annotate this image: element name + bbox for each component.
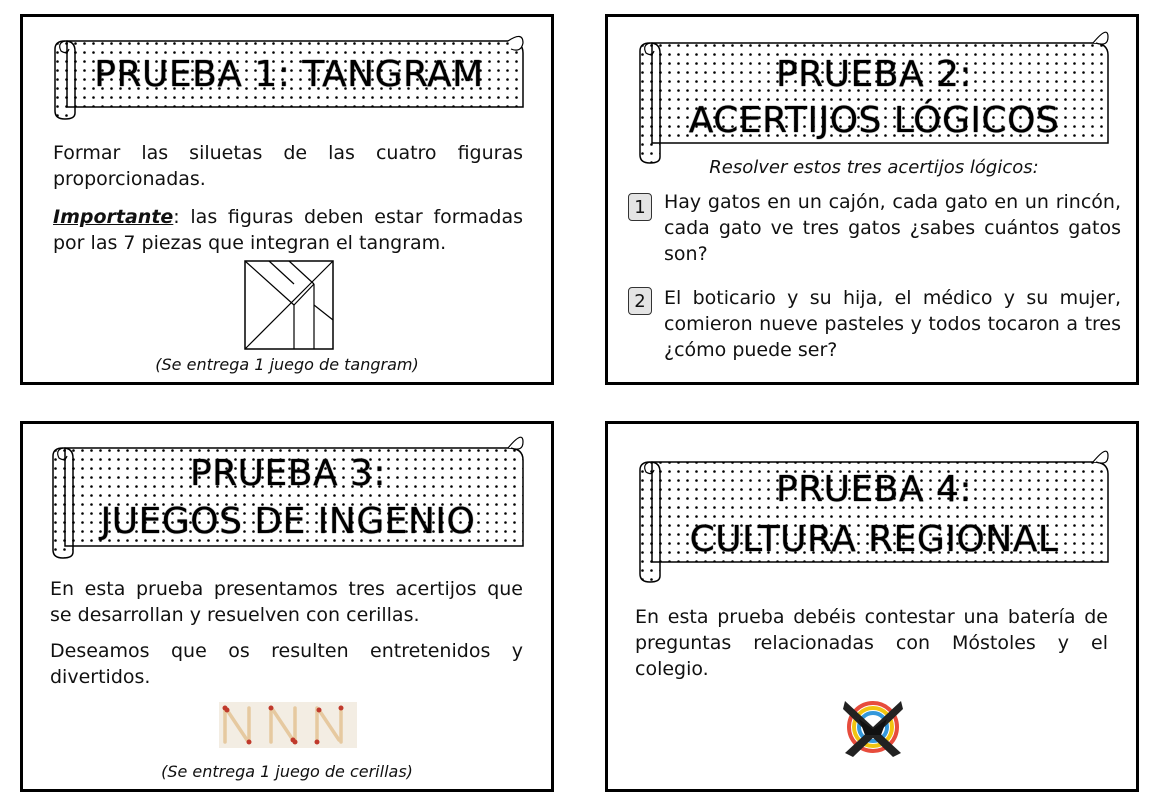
puzzle-text-1: Hay gatos en un cajón, cada gato en un rincón, cada gato ve tres gatos ¿sabes cuántos gatos son? xyxy=(664,191,1121,265)
title-scroll-banner xyxy=(51,428,525,558)
tangram-image xyxy=(244,260,334,350)
description: En esta prueba debéis contestar una batería de preguntas relacionadas con Móstoles y el colegio. xyxy=(635,606,1108,680)
subtitle: Resolver estos tres acertijos lógicos: xyxy=(709,157,1039,178)
card-title-line-1: PRUEBA 4: xyxy=(775,469,973,510)
title-scroll-banner xyxy=(638,23,1110,163)
card-prueba-1 xyxy=(20,14,554,385)
description-1: En esta prueba presentamos tres acertijos que se desarrollan y resuelven con cerillas. xyxy=(50,578,523,626)
matchstick-puzzles-image xyxy=(219,702,357,748)
card-title-line-2: ACERTIJOS LÓGICOS xyxy=(688,100,1060,141)
important-label: Importante xyxy=(53,206,174,228)
important-text: : las figuras deben estar formadas por las 7 piezas que integran el tangram. xyxy=(53,206,523,254)
card-prueba-4 xyxy=(605,421,1139,792)
puzzle-number-2: 2 xyxy=(628,287,652,315)
card-title: PRUEBA 1: TANGRAM xyxy=(94,54,484,95)
card-title-line-1: PRUEBA 3: xyxy=(189,453,387,494)
card-title-line-2: CULTURA REGIONAL xyxy=(689,519,1059,560)
delivery-note: (Se entrega 1 juego de tangram) xyxy=(155,355,419,374)
card-title-line-2: JUEGOS DE INGENIO xyxy=(100,501,476,542)
title-scroll-banner xyxy=(53,39,525,119)
puzzle-number-1: 1 xyxy=(628,193,652,221)
title-scroll-banner xyxy=(638,440,1110,582)
description: Formar las siluetas de las cuatro figuras proporcionadas. xyxy=(53,142,523,190)
card-prueba-3 xyxy=(20,421,554,792)
puzzle-text-2: El boticario y su hija, el médico y su mujer, comieron nueve pasteles y todos tocaron a tres ¿cómo puede ser? xyxy=(664,287,1121,361)
card-prueba-2 xyxy=(605,14,1139,385)
important-paragraph xyxy=(53,204,523,256)
description-2: Deseamos que os resulten entretenidos y divertidos. xyxy=(50,640,523,688)
delivery-note: (Se entrega 1 juego de cerillas) xyxy=(161,762,413,781)
card-title-line-1: PRUEBA 2: xyxy=(775,54,973,95)
mostoles-logo-image xyxy=(841,695,905,759)
